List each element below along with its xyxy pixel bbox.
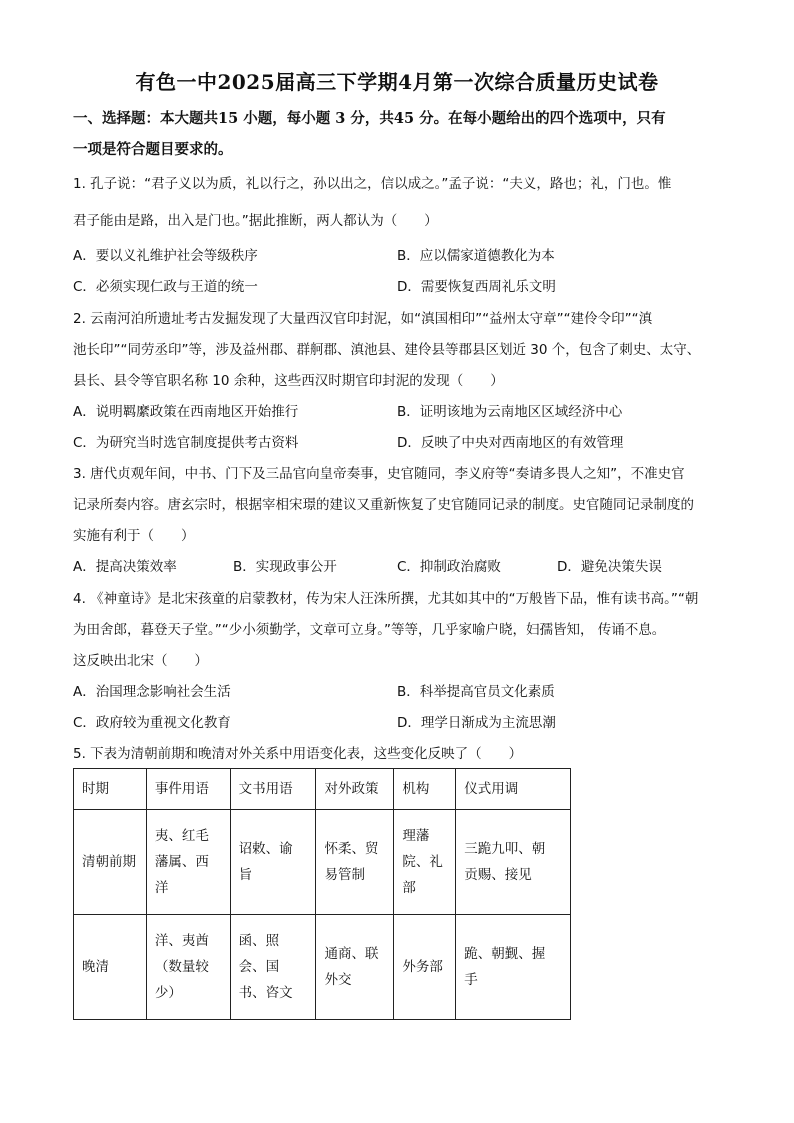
table-header-cell: 时期 xyxy=(74,769,147,810)
q1-option-d[interactable]: D．需要恢复西周礼乐文明 xyxy=(397,279,556,295)
q4-option-d[interactable]: D．理学日渐成为主流思潮 xyxy=(397,715,556,731)
q2-stem-line-2: 池长印”“同劳丞印”等，涉及益州郡、群舸郡、滇池县、建伶县等郡县区划近 30 个，包含了刺史、太守、 xyxy=(73,342,701,358)
table-row xyxy=(74,810,571,915)
table-cell: 理藩 院、礼 部 xyxy=(394,810,456,915)
table-cell: 外务部 xyxy=(394,915,456,1020)
q5-stem-line-1: 5. 下表为清朝前期和晚清对外关系中用语变化表，这些变化反映了（ ） xyxy=(73,746,523,762)
table-row xyxy=(74,915,571,1020)
table-cell: 清朝前期 xyxy=(74,810,147,915)
q3-stem-line-1: 3. 唐代贞观年间，中书、门下及三品官向皇帝奏事，史官随同，李义府等“奏请多畏人之知”，不准史官 xyxy=(73,466,685,482)
q2-stem-line-3: 县长、县令等官职名称 10 余种，这些西汉时期官印封泥的发现（ ） xyxy=(73,373,504,389)
table-cell: 三跪九叩、朝 贡赐、接见 xyxy=(456,810,571,915)
section-heading-line-2: 一项是符合题目要求的。 xyxy=(73,141,233,158)
table-header-cell: 仪式用调 xyxy=(456,769,571,810)
table-cell: 跪、朝觐、握 手 xyxy=(456,915,571,1020)
q2-option-b[interactable]: B．证明该地为云南地区区域经济中心 xyxy=(397,404,623,420)
q3-option-a[interactable]: A．提高决策效率 xyxy=(73,559,177,575)
page-title: 有色一中2025届高三下学期4月第一次综合质量历史试卷 xyxy=(135,70,659,94)
q3-stem-line-2: 记录所奏内容。唐玄宗时，根据宰相宋璟的建议又重新恢复了史官随同记录的制度。史官随同记录制度的 xyxy=(73,497,694,513)
table-cell: 函、照 会、国 书、咨文 xyxy=(230,915,316,1020)
q5-terminology-table xyxy=(73,768,571,1020)
q4-option-c[interactable]: C．政府较为重视文化教育 xyxy=(73,715,231,731)
table-header-cell: 文书用语 xyxy=(230,769,316,810)
q2-option-a[interactable]: A．说明羁縻政策在西南地区开始推行 xyxy=(73,404,299,420)
table-cell: 怀柔、贸 易管制 xyxy=(316,810,394,915)
q2-option-c[interactable]: C．为研究当时选官制度提供考古资料 xyxy=(73,435,299,451)
table-cell: 通商、联 外交 xyxy=(316,915,394,1020)
q2-stem-line-1: 2. 云南河泊所遗址考古发掘发现了大量西汉官印封泥，如“滇国相印”“益州太守章”“建伶令印”“滇 xyxy=(73,311,653,327)
section-heading-line-1: 一、选择题：本大题共15 小题，每小题 3 分，共45 分。在每小题给出的四个选项中，只有 xyxy=(73,110,666,127)
q1-option-b[interactable]: B．应以儒家道德教化为本 xyxy=(397,248,555,264)
table-header-cell: 事件用语 xyxy=(146,769,230,810)
q1-stem-line-1: 1. 孔子说：“君子义以为质，礼以行之，孙以出之，信以成之。”孟子说：“夫义，路也；礼，门也。惟 xyxy=(73,176,672,192)
q4-stem-line-2: 为田舍郎，暮登天子堂。”“少小须勤学，文章可立身。”等等，几乎家喻户晓，妇孺皆知， 传诵不息。 xyxy=(73,622,666,638)
table-cell: 诏敕、谕 旨 xyxy=(230,810,316,915)
q2-option-d[interactable]: D．反映了中央对西南地区的有效管理 xyxy=(397,435,624,451)
table-cell: 夷、红毛 藩属、西 洋 xyxy=(146,810,230,915)
q4-stem-line-1: 4. 《神童诗》是北宋孩童的启蒙教材，传为宋人汪洙所撰，尤其如其中的“万般皆下品，惟有读书高。”“朝 xyxy=(73,591,699,607)
q4-option-b[interactable]: B．科举提高官员文化素质 xyxy=(397,684,555,700)
q4-option-a[interactable]: A．治国理念影响社会生活 xyxy=(73,684,231,700)
table-cell: 晚清 xyxy=(74,915,147,1020)
table-header-cell: 对外政策 xyxy=(316,769,394,810)
q1-option-a[interactable]: A．要以义礼维护社会等级秩序 xyxy=(73,248,258,264)
q3-stem-line-3: 实施有利于（ ） xyxy=(73,528,195,544)
q1-stem-line-2: 君子能由是路，出入是门也。”据此推断，两人都认为（ ） xyxy=(73,213,438,229)
table-header-row xyxy=(74,769,571,810)
q3-option-d[interactable]: D．避免决策失误 xyxy=(557,559,662,575)
table-cell: 洋、夷酋 （数量较 少） xyxy=(146,915,230,1020)
q4-stem-line-3: 这反映出北宋（ ） xyxy=(73,653,208,669)
table-header-cell: 机构 xyxy=(394,769,456,810)
q1-option-c[interactable]: C．必须实现仁政与王道的统一 xyxy=(73,279,258,295)
q3-option-c[interactable]: C．抑制政治腐败 xyxy=(397,559,501,575)
q3-option-b[interactable]: B．实现政事公开 xyxy=(233,559,337,575)
section-heading xyxy=(73,103,733,165)
